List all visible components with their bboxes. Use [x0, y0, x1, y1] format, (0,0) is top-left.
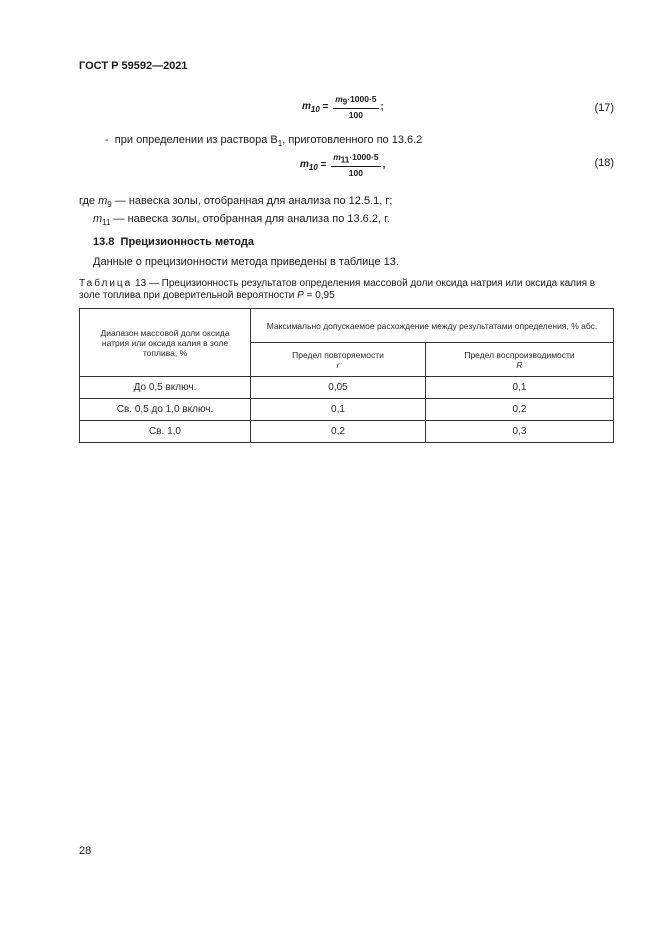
where-var: m	[98, 195, 108, 207]
list-dash: -	[105, 134, 109, 146]
section-title: Прецизионность метода	[120, 236, 254, 248]
fraction-numerator: $m_{11}\cdot 1000\cdot 5$	[333, 152, 379, 165]
formula-equals: =	[322, 101, 329, 113]
cell-range: Св. 1,0	[80, 421, 251, 443]
caption-var: P	[297, 290, 304, 301]
cell-R: 0,2	[426, 399, 614, 421]
table-caption	[79, 278, 619, 302]
table-row	[80, 421, 614, 443]
col-header-repeatability-label: Предел повторяемости	[292, 349, 384, 360]
equation-number-17: (17)	[594, 102, 614, 114]
equation-number-18: (18)	[594, 157, 614, 169]
formula-fraction	[333, 94, 378, 120]
formula-equals: =	[320, 159, 327, 171]
where-var: m	[93, 213, 103, 225]
formula-fraction	[331, 152, 380, 178]
page-number: 28	[79, 845, 92, 857]
where-text: — навеска золы, отобранная для анализа по 13.6.2, г.	[110, 213, 390, 225]
table-row	[80, 377, 614, 399]
table-row	[80, 399, 614, 421]
formula-lhs: $m_{10}$	[302, 101, 320, 115]
list-item-solution-b1	[105, 134, 422, 150]
where-line-2	[93, 213, 390, 229]
cell-r: 0,05	[251, 377, 426, 399]
col-header-reproducibility-symbol: R	[516, 359, 523, 370]
precision-table-wrapper	[79, 308, 614, 443]
formula-lhs: $m_{10}$	[300, 159, 318, 173]
cell-range: Св. 0,5 до 1,0 включ.	[80, 399, 251, 421]
col-header-reproducibility	[426, 343, 614, 377]
cell-R: 0,1	[426, 377, 614, 399]
list-sub: 1	[277, 139, 283, 149]
cell-R: 0,3	[426, 421, 614, 443]
cell-r: 0,2	[251, 421, 426, 443]
where-sub: 11	[102, 218, 111, 228]
caption-line-2-tail: = 0,95	[303, 290, 335, 301]
formula-punct: ,	[382, 159, 386, 171]
caption-line-1: 13 — Прецизионность результатов определения массовой доли оксида натрия или оксида калия в	[132, 278, 596, 289]
fraction-numerator: $m_9\cdot 1000\cdot 5$	[335, 94, 377, 107]
document-header: ГОСТ Р 59592—2021	[79, 60, 188, 72]
where-sub: 9	[107, 200, 112, 210]
formula-18	[300, 152, 385, 178]
col-header-range: Диапазон массовой доли оксида натрия или оксида калия в золе топлива, %	[80, 309, 251, 377]
section-number: 13.8	[93, 236, 115, 248]
list-text: при определении из раствора В	[114, 134, 278, 146]
where-prefix: где	[79, 195, 99, 207]
col-header-group: Максимально допускаемое расхождение между результатами определения, % абс.	[251, 309, 614, 343]
caption-label: Таблица	[79, 278, 133, 289]
fraction-denominator: 100	[348, 167, 363, 178]
where-text: — навеска золы, отобранная для анализа по 12.5.1, г;	[111, 195, 393, 207]
col-header-repeatability	[251, 343, 426, 377]
fraction-denominator: 100	[348, 109, 363, 120]
col-header-repeatability-symbol: r	[336, 359, 340, 370]
formula-17	[302, 94, 384, 120]
where-line-1	[79, 195, 392, 211]
list-text-tail: , приготовленного по 13.6.2	[282, 134, 423, 146]
col-header-reproducibility-label: Предел воспроизводимости	[464, 349, 575, 360]
cell-range: До 0,5 включ.	[80, 377, 251, 399]
cell-r: 0,1	[251, 399, 426, 421]
formula-punct: ;	[380, 101, 384, 113]
section-body: Данные о прецизионности метода приведены в таблице 13.	[93, 256, 399, 268]
precision-table	[79, 308, 614, 443]
caption-line-2: золе топлива при доверительной вероятности	[79, 290, 298, 301]
table-header-row	[80, 309, 614, 343]
section-heading	[93, 236, 254, 249]
